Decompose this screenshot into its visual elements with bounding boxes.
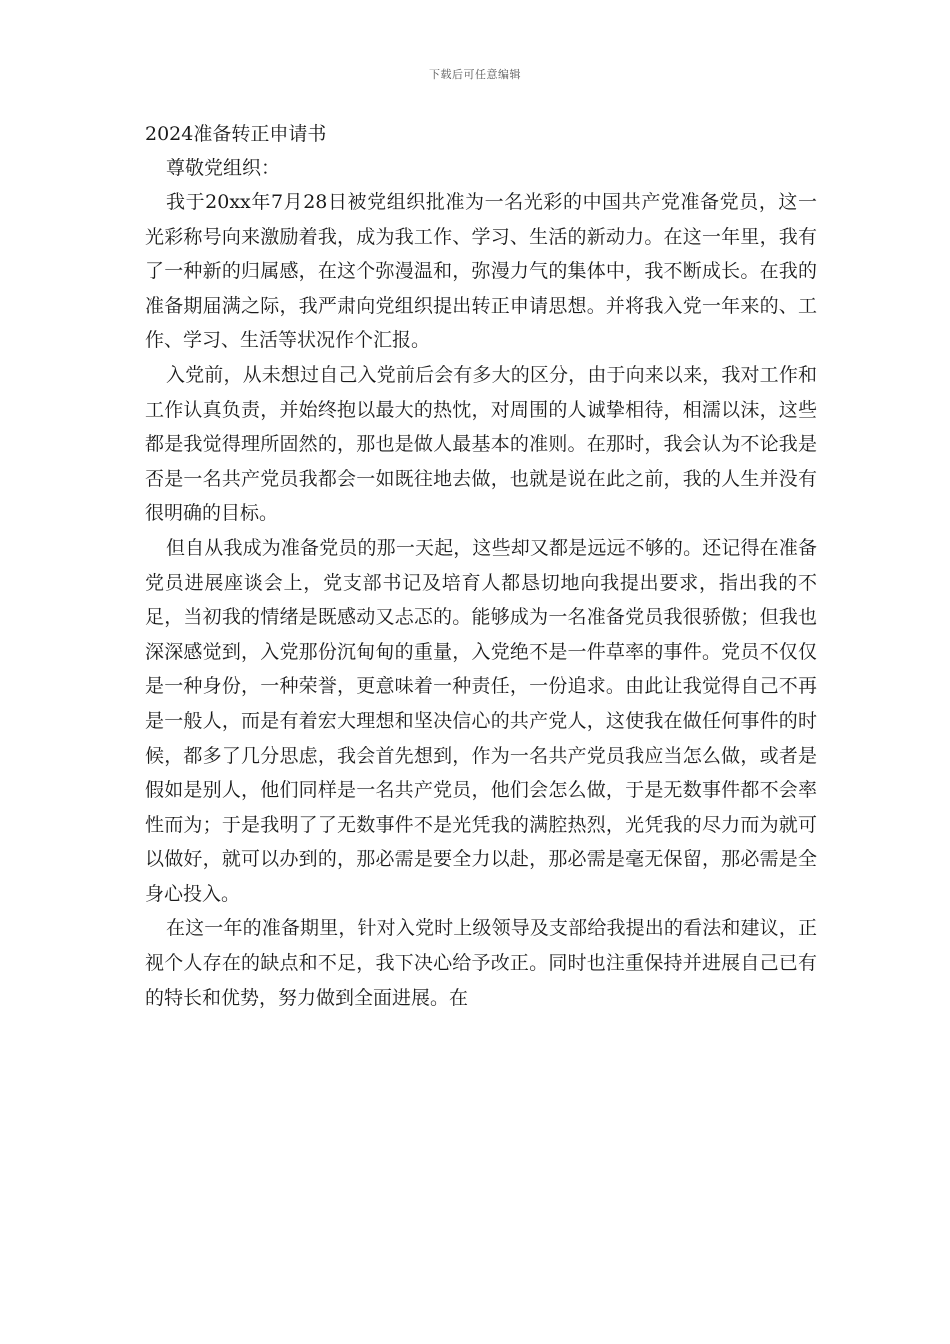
document-title: 2024准备转正申请书: [145, 123, 327, 145]
paragraph: 入党前，从未想过自己入党前后会有多大的区分，由于向来以来，我对工作和工作认真负责，并始终抱以最大的热忱，对周围的人诚挚相待，相濡以沫，这些都是我觉得理所固然的，那也是做人最基本的准则。在那时，我会认为不论我是否是一名共产党员我都会一如既往地去做，也就是说在此之前，我的人生并没有很明确的目标。: [145, 363, 817, 525]
salutation: 尊敬党组织：: [166, 157, 281, 179]
document-body: [145, 118, 817, 1015]
paragraph: 在这一年的准备期里，针对入党时上级领导及支部给我提出的看法和建议，正视个人存在的缺点和不足，我下决心给予改正。同时也注重保持并进展自己已有的特长和优势，努力做到全面进展。在: [145, 917, 817, 1009]
paragraph: 我于20xx年7月28日被党组织批准为一名光彩的中国共产党准备党员，这一光彩称号向来激励着我，成为我工作、学习、生活的新动力。在这一年里，我有了一种新的归属感，在这个弥漫温和，弥漫力气的集体中，我不断成长。在我的准备期届满之际，我严肃向党组织提出转正申请思想。并将我入党一年来的、工作、学习、生活等状况作个汇报。: [145, 191, 817, 352]
paragraph: 但自从我成为准备党员的那一天起，这些却又都是远远不够的。还记得在准备党员进展座谈会上，党支部书记及培育人都恳切地向我提出要求，指出我的不足，当初我的情绪是既感动又忐忑的。能够成为一名准备党员我很骄傲；但我也深深感觉到，入党那份沉甸甸的重量，入党绝不是一件草率的事件。党员不仅仅是一种身份，一种荣誉，更意味着一种责任，一份追求。由此让我觉得自己不再是一般人，而是有着宏大理想和坚决信心的共产党人，这使我在做任何事件的时候，都多了几分思虑，我会首先想到，作为一名共产党员我应当怎么做，或者是假如是别人，他们同样是一名共产党员，他们会怎么做，于是无数事件都不会率性而为；于是我明了了无数事件不是光凭我的满腔热烈，光凭我的尽力而为就可以做好，就可以办到的，那必需是要全力以赴，那必需是毫无保留，那必需是全身心投入。: [145, 536, 817, 905]
page-header-note: 下载后可任意编辑: [429, 68, 521, 81]
